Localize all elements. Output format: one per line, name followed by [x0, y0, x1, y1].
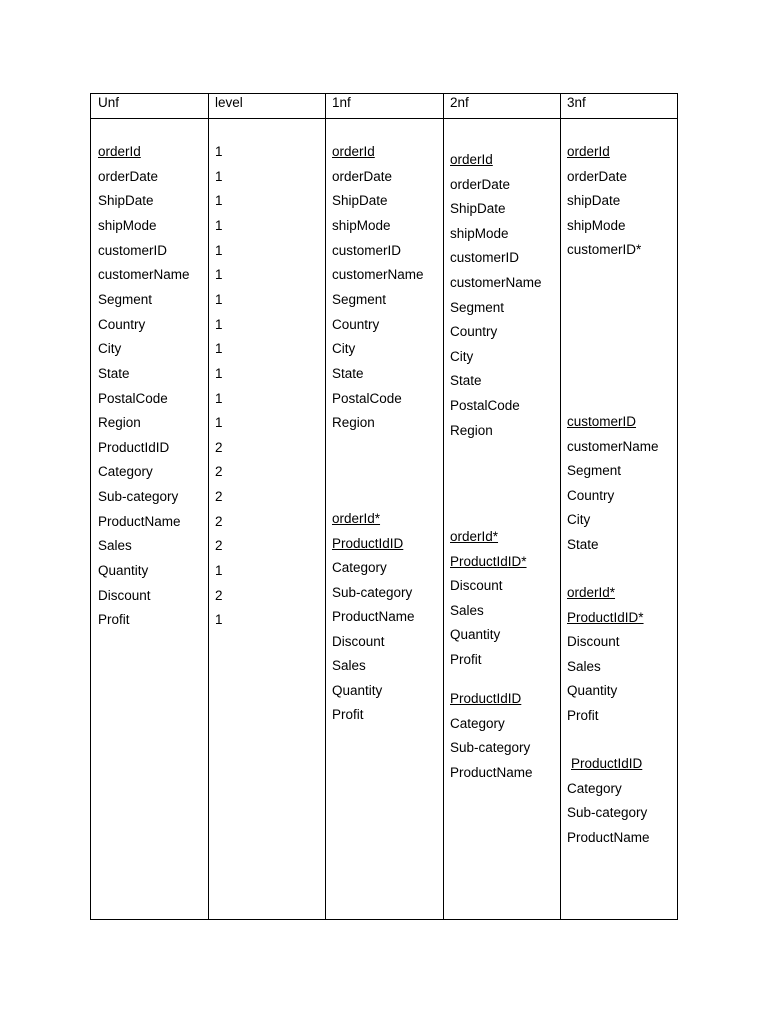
attribute: customerID: [450, 250, 520, 266]
level-cell: 1: [215, 193, 223, 209]
level-cell: 2: [215, 587, 223, 603]
header-row: [91, 94, 677, 119]
attribute: Quantity: [567, 683, 618, 698]
attribute: Segment: [567, 463, 622, 478]
attribute: State: [450, 373, 482, 389]
level-cell: 1: [215, 563, 223, 579]
key-attribute: ProductIdID*: [450, 553, 527, 569]
attribute: Sales: [332, 658, 366, 673]
key-attribute: customerID: [567, 414, 637, 429]
level-cell: 1: [215, 168, 223, 184]
level-cell: 2: [215, 439, 223, 455]
attribute: PostalCode: [332, 390, 402, 406]
attribute: Category: [567, 780, 622, 796]
attribute: Sub-category: [567, 805, 648, 820]
level-cell: 1: [215, 612, 223, 628]
attribute: ShipDate: [98, 193, 154, 209]
key-attribute: orderId*: [567, 585, 616, 600]
attribute: Discount: [567, 634, 620, 649]
column-divider: [560, 94, 561, 919]
attribute: customerName: [98, 267, 190, 283]
level-cell: 2: [215, 464, 223, 480]
level-cell: 1: [215, 390, 223, 406]
attribute: City: [332, 341, 356, 357]
attribute: Region: [332, 415, 375, 431]
attribute: City: [567, 512, 591, 527]
key-attribute: ProductIdID: [332, 535, 404, 551]
attribute: shipMode: [450, 225, 509, 241]
attribute: ProductName: [450, 764, 533, 780]
attribute: orderDate: [98, 168, 159, 184]
attribute: ProductName: [98, 513, 181, 529]
attribute: Category: [332, 560, 387, 575]
column-divider: [208, 94, 209, 919]
attribute: customerName: [332, 267, 424, 283]
key-attribute: ProductIdID*: [567, 609, 644, 625]
attribute: Quantity: [98, 563, 149, 579]
attribute: ProductIdID: [98, 439, 170, 455]
attribute: Country: [567, 487, 615, 503]
attribute: customerID: [332, 242, 402, 258]
attribute: customerID*: [567, 242, 642, 257]
column-header-unf: Unf: [98, 95, 120, 110]
attribute: PostalCode: [98, 390, 168, 406]
attribute: Quantity: [332, 682, 383, 698]
attribute: Discount: [332, 633, 385, 649]
key-attribute: orderId: [332, 144, 375, 159]
attribute: Category: [450, 715, 505, 731]
level-cell: 1: [215, 316, 223, 332]
normalization-table: [90, 93, 678, 920]
attribute: Discount: [450, 578, 503, 593]
column-header-1nf: 1nf: [332, 95, 351, 110]
level-cell: 1: [215, 217, 223, 233]
level-cell: 2: [215, 489, 223, 505]
attribute: State: [332, 365, 364, 381]
column-header-2nf: 2nf: [450, 95, 469, 110]
attribute: orderDate: [332, 168, 393, 184]
attribute: ShipDate: [450, 201, 506, 217]
attribute: Discount: [98, 587, 151, 603]
key-attribute: ProductIdID: [571, 756, 643, 771]
attribute: Quantity: [450, 627, 501, 642]
attribute: Segment: [332, 291, 387, 307]
level-cell: 2: [215, 513, 223, 529]
attribute: orderDate: [450, 176, 511, 192]
attribute: Country: [98, 316, 146, 332]
level-cell: 1: [215, 267, 223, 283]
attribute: Sub-category: [98, 489, 179, 505]
attribute: ProductName: [332, 609, 415, 624]
level-cell: 1: [215, 291, 223, 307]
attribute: Category: [98, 464, 153, 480]
attribute: customerName: [450, 275, 542, 290]
attribute: Sales: [567, 658, 601, 674]
attribute: ProductName: [567, 829, 650, 845]
attribute: Country: [450, 324, 498, 340]
level-cell: 1: [215, 242, 223, 258]
attribute: shipMode: [332, 217, 391, 233]
attribute: State: [567, 536, 599, 552]
column-header-3nf: 3nf: [567, 95, 586, 110]
key-attribute: ProductIdID: [450, 691, 522, 706]
key-attribute: orderId: [450, 152, 493, 167]
attribute: Sales: [450, 602, 484, 618]
column-divider: [443, 94, 444, 919]
attribute: shipMode: [567, 217, 626, 233]
level-cell: 1: [215, 415, 223, 431]
attribute: Sales: [98, 538, 132, 554]
attribute: Segment: [98, 291, 153, 307]
column-divider: [325, 94, 326, 919]
level-cell: 1: [215, 341, 223, 357]
attribute: ShipDate: [332, 193, 388, 209]
attribute: State: [98, 365, 130, 381]
attribute: City: [450, 348, 474, 364]
attribute: Region: [450, 422, 493, 438]
attribute: Profit: [98, 612, 130, 628]
attribute: Region: [98, 415, 141, 431]
attribute: Country: [332, 316, 380, 332]
attribute: City: [98, 341, 122, 357]
attribute: Profit: [450, 651, 482, 667]
column-header-level: level: [215, 95, 243, 110]
attribute: shipMode: [98, 217, 157, 233]
level-cell: 2: [215, 538, 223, 554]
level-cell: 1: [215, 144, 223, 159]
attribute: customerName: [567, 438, 659, 454]
attribute: Profit: [332, 707, 364, 722]
key-attribute: orderId*: [332, 511, 381, 526]
key-attribute: orderId*: [450, 529, 499, 544]
key-attribute: orderId: [567, 144, 610, 159]
attribute: PostalCode: [450, 398, 520, 413]
attribute: Sub-category: [450, 740, 531, 755]
key-attribute: orderId: [98, 144, 141, 159]
attribute: Sub-category: [332, 584, 413, 600]
attribute: shipDate: [567, 193, 621, 208]
attribute: Profit: [567, 707, 599, 723]
attribute: customerID: [98, 242, 168, 258]
attribute: orderDate: [567, 168, 628, 184]
level-cell: 1: [215, 365, 223, 381]
attribute: Segment: [450, 299, 505, 315]
